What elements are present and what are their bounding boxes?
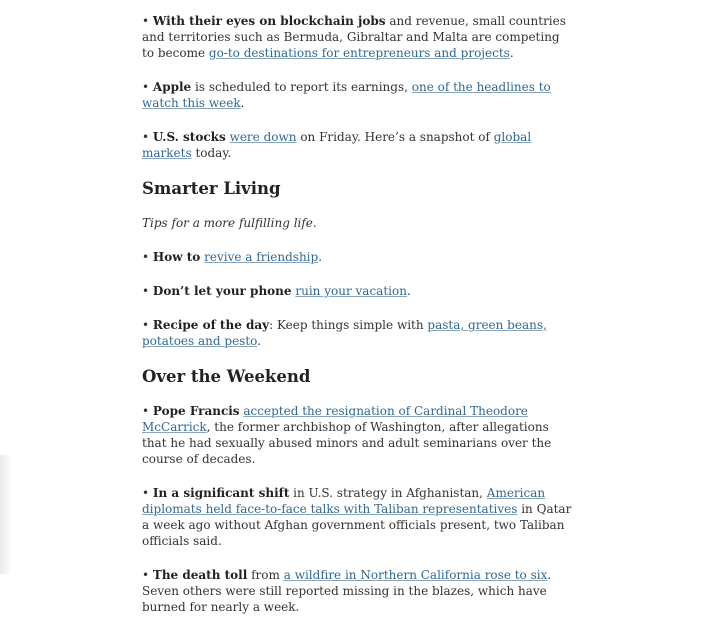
bullet: • bbox=[142, 568, 153, 582]
newsletter-body bbox=[142, 13, 572, 633]
bullet: • bbox=[142, 250, 153, 264]
list-item bbox=[142, 403, 572, 467]
item-text: , the former archbishop of Washington, after allegations that he had sexually abused minors and adult seminarians over the course of decades. bbox=[142, 420, 552, 466]
item-lead: In a significant shift bbox=[152, 486, 290, 500]
item-lead: With their eyes on blockchain jobs bbox=[152, 14, 386, 28]
list-item bbox=[142, 13, 572, 61]
item-text: in U.S. strategy in Afghanistan, bbox=[289, 486, 487, 500]
item-lead: Apple bbox=[152, 80, 192, 94]
bullet: • bbox=[142, 14, 153, 28]
item-text: on Friday. Here’s a snapshot of bbox=[296, 130, 494, 144]
article-link[interactable]: global markets bbox=[142, 130, 532, 160]
item-lead: How to bbox=[152, 250, 201, 264]
section-over-the-weekend bbox=[142, 367, 572, 615]
item-lead: Don’t let your phone bbox=[152, 284, 292, 298]
list-item bbox=[142, 129, 572, 161]
article-link[interactable]: a wildfire in Northern California rose to six bbox=[283, 568, 548, 582]
list-item bbox=[142, 567, 572, 615]
item-text: is scheduled to report its earnings, bbox=[191, 80, 412, 94]
item-lead: U.S. stocks bbox=[152, 130, 226, 144]
article-link[interactable]: were down bbox=[229, 130, 297, 144]
item-lead: The death toll bbox=[152, 568, 248, 582]
item-text: . Seven others were still reported missing in the blazes, which have burned for nearly a week. bbox=[142, 568, 552, 614]
article-link[interactable]: ruin your vacation bbox=[295, 284, 407, 298]
item-lead: Pope Francis bbox=[152, 404, 240, 418]
section-smarter-living bbox=[142, 179, 572, 349]
bullet: • bbox=[142, 404, 153, 418]
item-text: . bbox=[240, 96, 245, 110]
article-link[interactable]: accepted the resignation of Cardinal Theodore McCarrick bbox=[142, 404, 528, 434]
list-item bbox=[142, 249, 572, 265]
item-text: and revenue, small countries and territories such as Bermuda, Gibraltar and Malta are competing to become bbox=[142, 14, 566, 60]
bullet: • bbox=[142, 284, 153, 298]
article-link[interactable]: American diplomats held face-to-face talks with Taliban representatives bbox=[142, 486, 546, 516]
item-text: in Qatar a week ago without Afghan government officials present, two Taliban officials said. bbox=[142, 502, 572, 548]
article-link[interactable]: pasta, green beans, potatoes and pesto bbox=[142, 318, 547, 348]
bullet: • bbox=[142, 80, 153, 94]
article-link[interactable]: revive a friendship bbox=[204, 250, 319, 264]
item-text: . bbox=[318, 250, 323, 264]
section-heading: Over the Weekend bbox=[142, 367, 311, 386]
list-item bbox=[142, 283, 572, 299]
article-link[interactable]: one of the headlines to watch this week bbox=[142, 80, 551, 110]
article-link[interactable]: go-to destinations for entrepreneurs and projects bbox=[208, 46, 510, 60]
section-heading: Smarter Living bbox=[142, 179, 281, 198]
item-text: . bbox=[406, 284, 411, 298]
side-panel-shadow bbox=[0, 455, 12, 574]
item-text: . bbox=[509, 46, 514, 60]
item-text: . bbox=[257, 334, 261, 348]
section-business bbox=[142, 13, 572, 161]
bullet: • bbox=[142, 130, 153, 144]
item-lead: Recipe of the day bbox=[152, 318, 270, 332]
list-item bbox=[142, 485, 572, 549]
bullet: • bbox=[142, 486, 153, 500]
section-intro: Tips for a more fulfilling life. bbox=[142, 216, 317, 230]
item-text: from bbox=[247, 568, 284, 582]
list-item bbox=[142, 79, 572, 111]
item-text: : Keep things simple with bbox=[269, 318, 428, 332]
list-item bbox=[142, 317, 572, 349]
item-text: today. bbox=[191, 146, 232, 160]
bullet: • bbox=[142, 318, 153, 332]
